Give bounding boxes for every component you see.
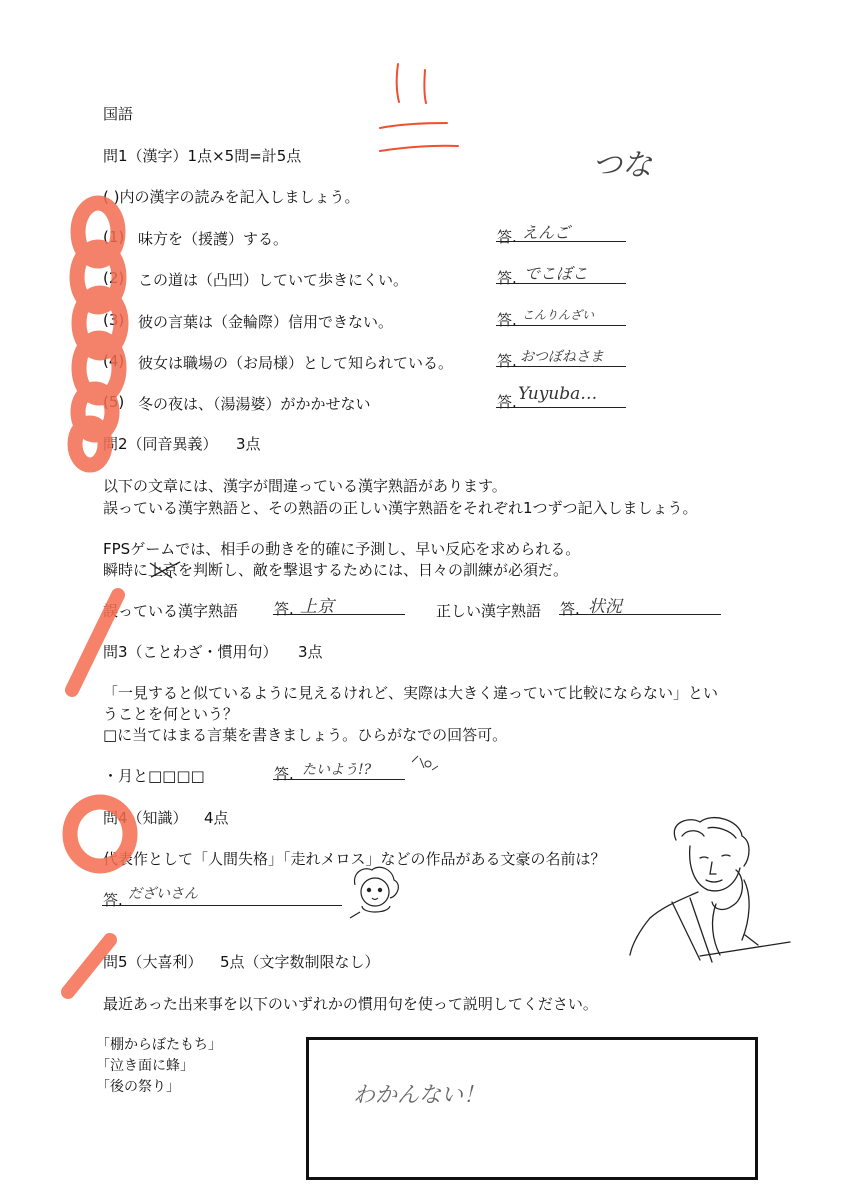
answer-label: 答. bbox=[497, 269, 517, 287]
q2-passage-2-marked: 上京 bbox=[148, 561, 179, 579]
answer-text[interactable]: Yuyuba… bbox=[518, 384, 598, 404]
answer-label: 答. bbox=[103, 891, 123, 909]
idiom-item: 「後の祭り」 bbox=[96, 1079, 180, 1095]
q5-prompt: 最近あった出来事を以下のいずれかの慣用句を使って説明してください。 bbox=[103, 995, 598, 1013]
q4-heading: 問4（知識） bbox=[103, 809, 188, 827]
answer-label: 答. bbox=[497, 311, 517, 329]
q2-correct-label: 正しい漢字熟語 bbox=[436, 602, 542, 620]
idiom-item: 「泣き面に蜂」 bbox=[96, 1058, 194, 1074]
answer-line bbox=[496, 407, 626, 408]
q1-item-number: (5) bbox=[103, 393, 125, 411]
subject-title: 国語 bbox=[103, 105, 134, 123]
q5-answer-box[interactable] bbox=[306, 1037, 758, 1180]
answer-text[interactable]: えんご bbox=[522, 223, 571, 242]
q2-instruction-1: 以下の文章には、漢字が間違っている漢字熟語があります。 bbox=[103, 477, 507, 495]
q3-prompt-1: 「一見すると似ているように見えるけれど、実際は大きく違っていて比較にならない」とい bbox=[103, 684, 719, 702]
q5-heading: 問5（大喜利） bbox=[103, 953, 203, 971]
q3-answer[interactable]: たいよう!? bbox=[302, 762, 372, 778]
idiom-item: 「棚からぼたもち」 bbox=[96, 1037, 222, 1053]
answer-line bbox=[496, 325, 626, 326]
q2-heading: 問2（同音異義） bbox=[103, 435, 218, 453]
spark-doodle bbox=[412, 756, 438, 770]
q3-prompt-3: □に当てはまる言葉を書きましょう。ひらがなでの回答可。 bbox=[103, 726, 508, 744]
answer-line bbox=[496, 241, 626, 242]
answer-line bbox=[559, 614, 721, 615]
student-name: つな bbox=[592, 148, 652, 183]
answer-text[interactable]: おつぼねさま bbox=[520, 349, 604, 365]
answer-label: 答. bbox=[497, 352, 517, 370]
character-doodle bbox=[350, 867, 398, 918]
q2-passage-2 bbox=[103, 559, 568, 580]
q1-item-text: この道は（凸凹）していて歩きにくい。 bbox=[138, 271, 409, 289]
q3-points: 3点 bbox=[298, 643, 323, 661]
q2-wrong-answer[interactable]: 上京 bbox=[300, 597, 334, 617]
q4-prompt: 代表作として「人間失格」「走れメロス」などの作品がある文豪の名前は？ bbox=[103, 850, 606, 868]
answer-line bbox=[102, 905, 342, 906]
q3-heading: 問3（ことわざ・慣用句） bbox=[103, 643, 278, 661]
q1-item-number: (4) bbox=[103, 352, 125, 370]
q2-passage-1: FPSゲームでは、相手の動きを的確に予測し、早い反応を求められる。 bbox=[103, 540, 581, 558]
q2-wrong-label: 誤っている漢字熟語 bbox=[103, 602, 239, 620]
q1-instruction: ( )内の漢字の読みを記入しましょう。 bbox=[103, 188, 360, 206]
q1-item-number: (3) bbox=[103, 311, 125, 329]
q2-passage-2-start: 瞬時に bbox=[103, 561, 149, 579]
q1-heading: 問1（漢字）1点×5問=計5点 bbox=[103, 147, 302, 165]
answer-text[interactable]: こんりんざい bbox=[522, 308, 595, 322]
q2-correct-answer[interactable]: 状況 bbox=[588, 597, 622, 617]
q5-answer: わかんない！ bbox=[353, 1083, 486, 1108]
answer-label: 答. bbox=[274, 600, 294, 618]
q4-points: 4点 bbox=[204, 809, 229, 827]
score-mark bbox=[380, 64, 458, 151]
answer-line bbox=[273, 779, 405, 780]
answer-label: 答. bbox=[497, 228, 517, 246]
q1-item-number: (2) bbox=[103, 269, 125, 287]
q1-item-text: 味方を（援護）する。 bbox=[138, 230, 289, 248]
author-sketch bbox=[630, 818, 790, 962]
answer-line bbox=[273, 614, 405, 615]
q3-prompt-2: うことを何という？ bbox=[103, 705, 239, 723]
answer-text[interactable]: でこぼこ bbox=[524, 264, 589, 283]
answer-label: 答. bbox=[497, 393, 517, 411]
answer-line bbox=[496, 366, 626, 367]
answer-label: 答. bbox=[560, 600, 580, 618]
q1-item-text: 彼女は職場の（お局様）として知られている。 bbox=[138, 354, 454, 372]
q4-answer[interactable]: だざいさん bbox=[128, 886, 198, 902]
q5-points: 5点（文字数制限なし） bbox=[220, 953, 380, 971]
q2-points: 3点 bbox=[236, 435, 261, 453]
q1-item-text: 彼の言葉は（金輪際）信用できない。 bbox=[138, 313, 394, 331]
q2-passage-2-end: を判断し、敵を撃退するためには、日々の訓練が必須だ。 bbox=[178, 561, 569, 579]
q1-item-number: (1) bbox=[103, 228, 125, 246]
q1-item-text: 冬の夜は、（湯湯婆）がかかせない bbox=[138, 395, 371, 413]
q2-instruction-2: 誤っている漢字熟語と、その熟語の正しい漢字熟語をそれぞれ1つずつ記入しましょう。 bbox=[103, 499, 698, 517]
answer-line bbox=[496, 283, 626, 284]
answer-label: 答. bbox=[274, 765, 294, 783]
q3-fill-blank: ・月と□□□□ bbox=[103, 767, 205, 785]
